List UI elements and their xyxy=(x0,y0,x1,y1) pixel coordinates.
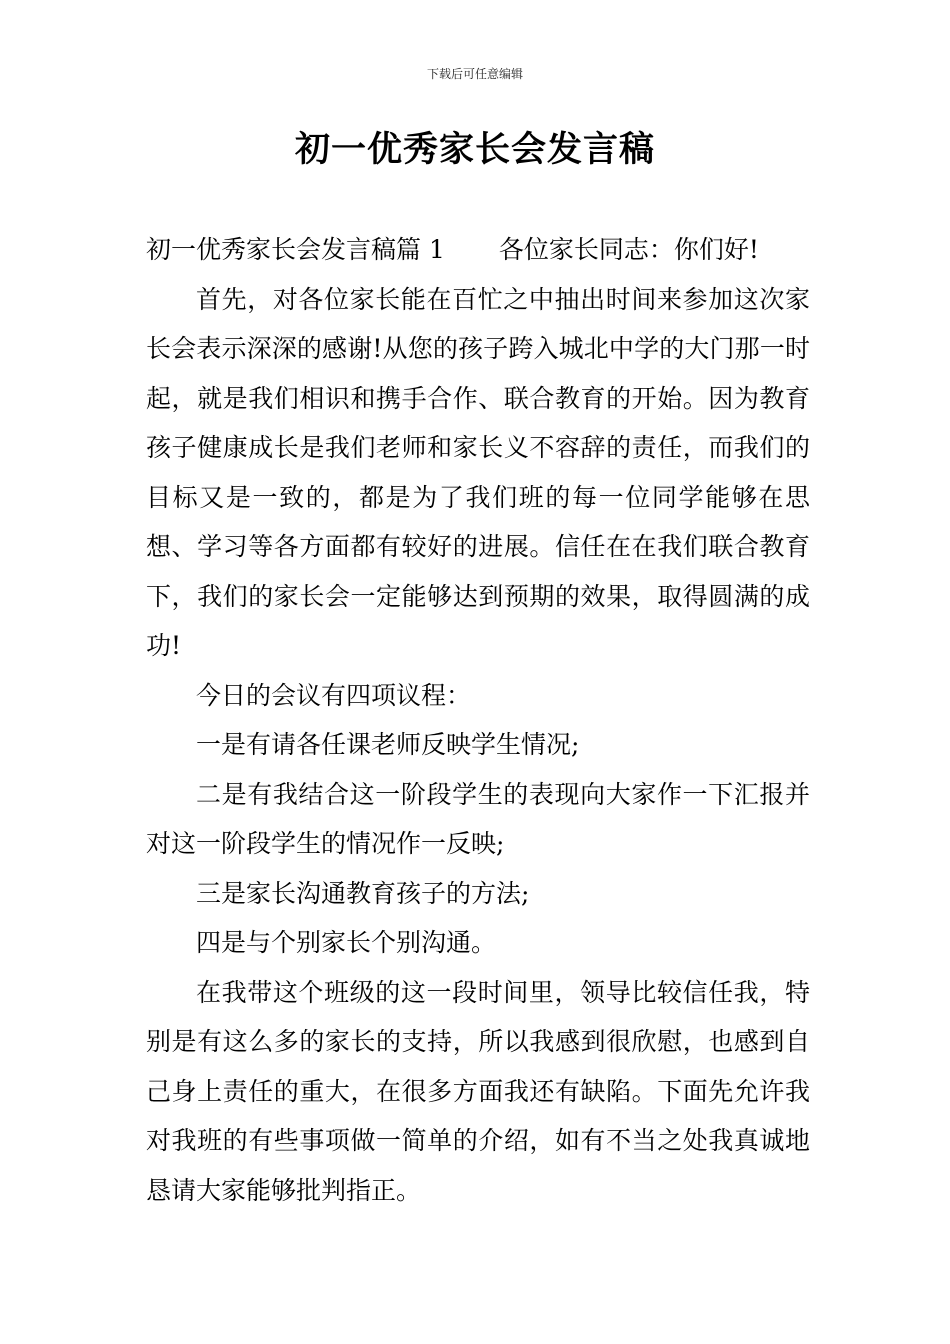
intro-line xyxy=(146,225,810,275)
intro-heading: 初一优秀家长会发言稿篇 1 xyxy=(146,235,445,264)
header-note: 下载后可任意编辑 xyxy=(426,67,523,81)
agenda-item-3: 三是家长沟通教育孩子的方法; xyxy=(196,878,530,908)
agenda-item-2: 二是有我结合这一阶段学生的表现向大家作一下汇报并对这一阶段学生的情况作一反映; xyxy=(146,779,810,858)
agenda-item-1: 一是有请各任课老师反映学生情况; xyxy=(196,730,580,759)
paragraph-2: 今日的会议有四项议程： xyxy=(196,680,472,710)
paragraph-7: 在我带这个班级的这一段时间里，领导比较信任我，特别是有这么多的家长的支持，所以我感到很欣慰，也感到自己身上责任的重大，在很多方面我还有缺陷。下面先允许我对我班的有些事项做一简单的介绍，如有不当之处我真诚地恳请大家能够批判指正。 xyxy=(146,977,810,1205)
agenda-item-4: 四是与个别家长个别沟通。 xyxy=(196,928,497,957)
document-body xyxy=(146,225,810,1215)
document-title: 初一优秀家长会发言稿 xyxy=(294,129,655,170)
greeting: 各位家长同志：你们好! xyxy=(498,235,759,264)
paragraph-1: 首先，对各位家长能在百忙之中抽出时间来参加这次家长会表示深深的感谢!从您的孩子跨入城北中学的大门那一时起，就是我们相识和携手合作、联合教育的开始。因为教育孩子健康成长是我们老师和家长义不容辞的责任，而我们的目标又是一致的，都是为了我们班的每一位同学能够在思想、学习等各方面都有较好的进展。信任在在我们联合教育下，我们的家长会一定能够达到预期的效果，取得圆满的成功! xyxy=(146,284,810,660)
